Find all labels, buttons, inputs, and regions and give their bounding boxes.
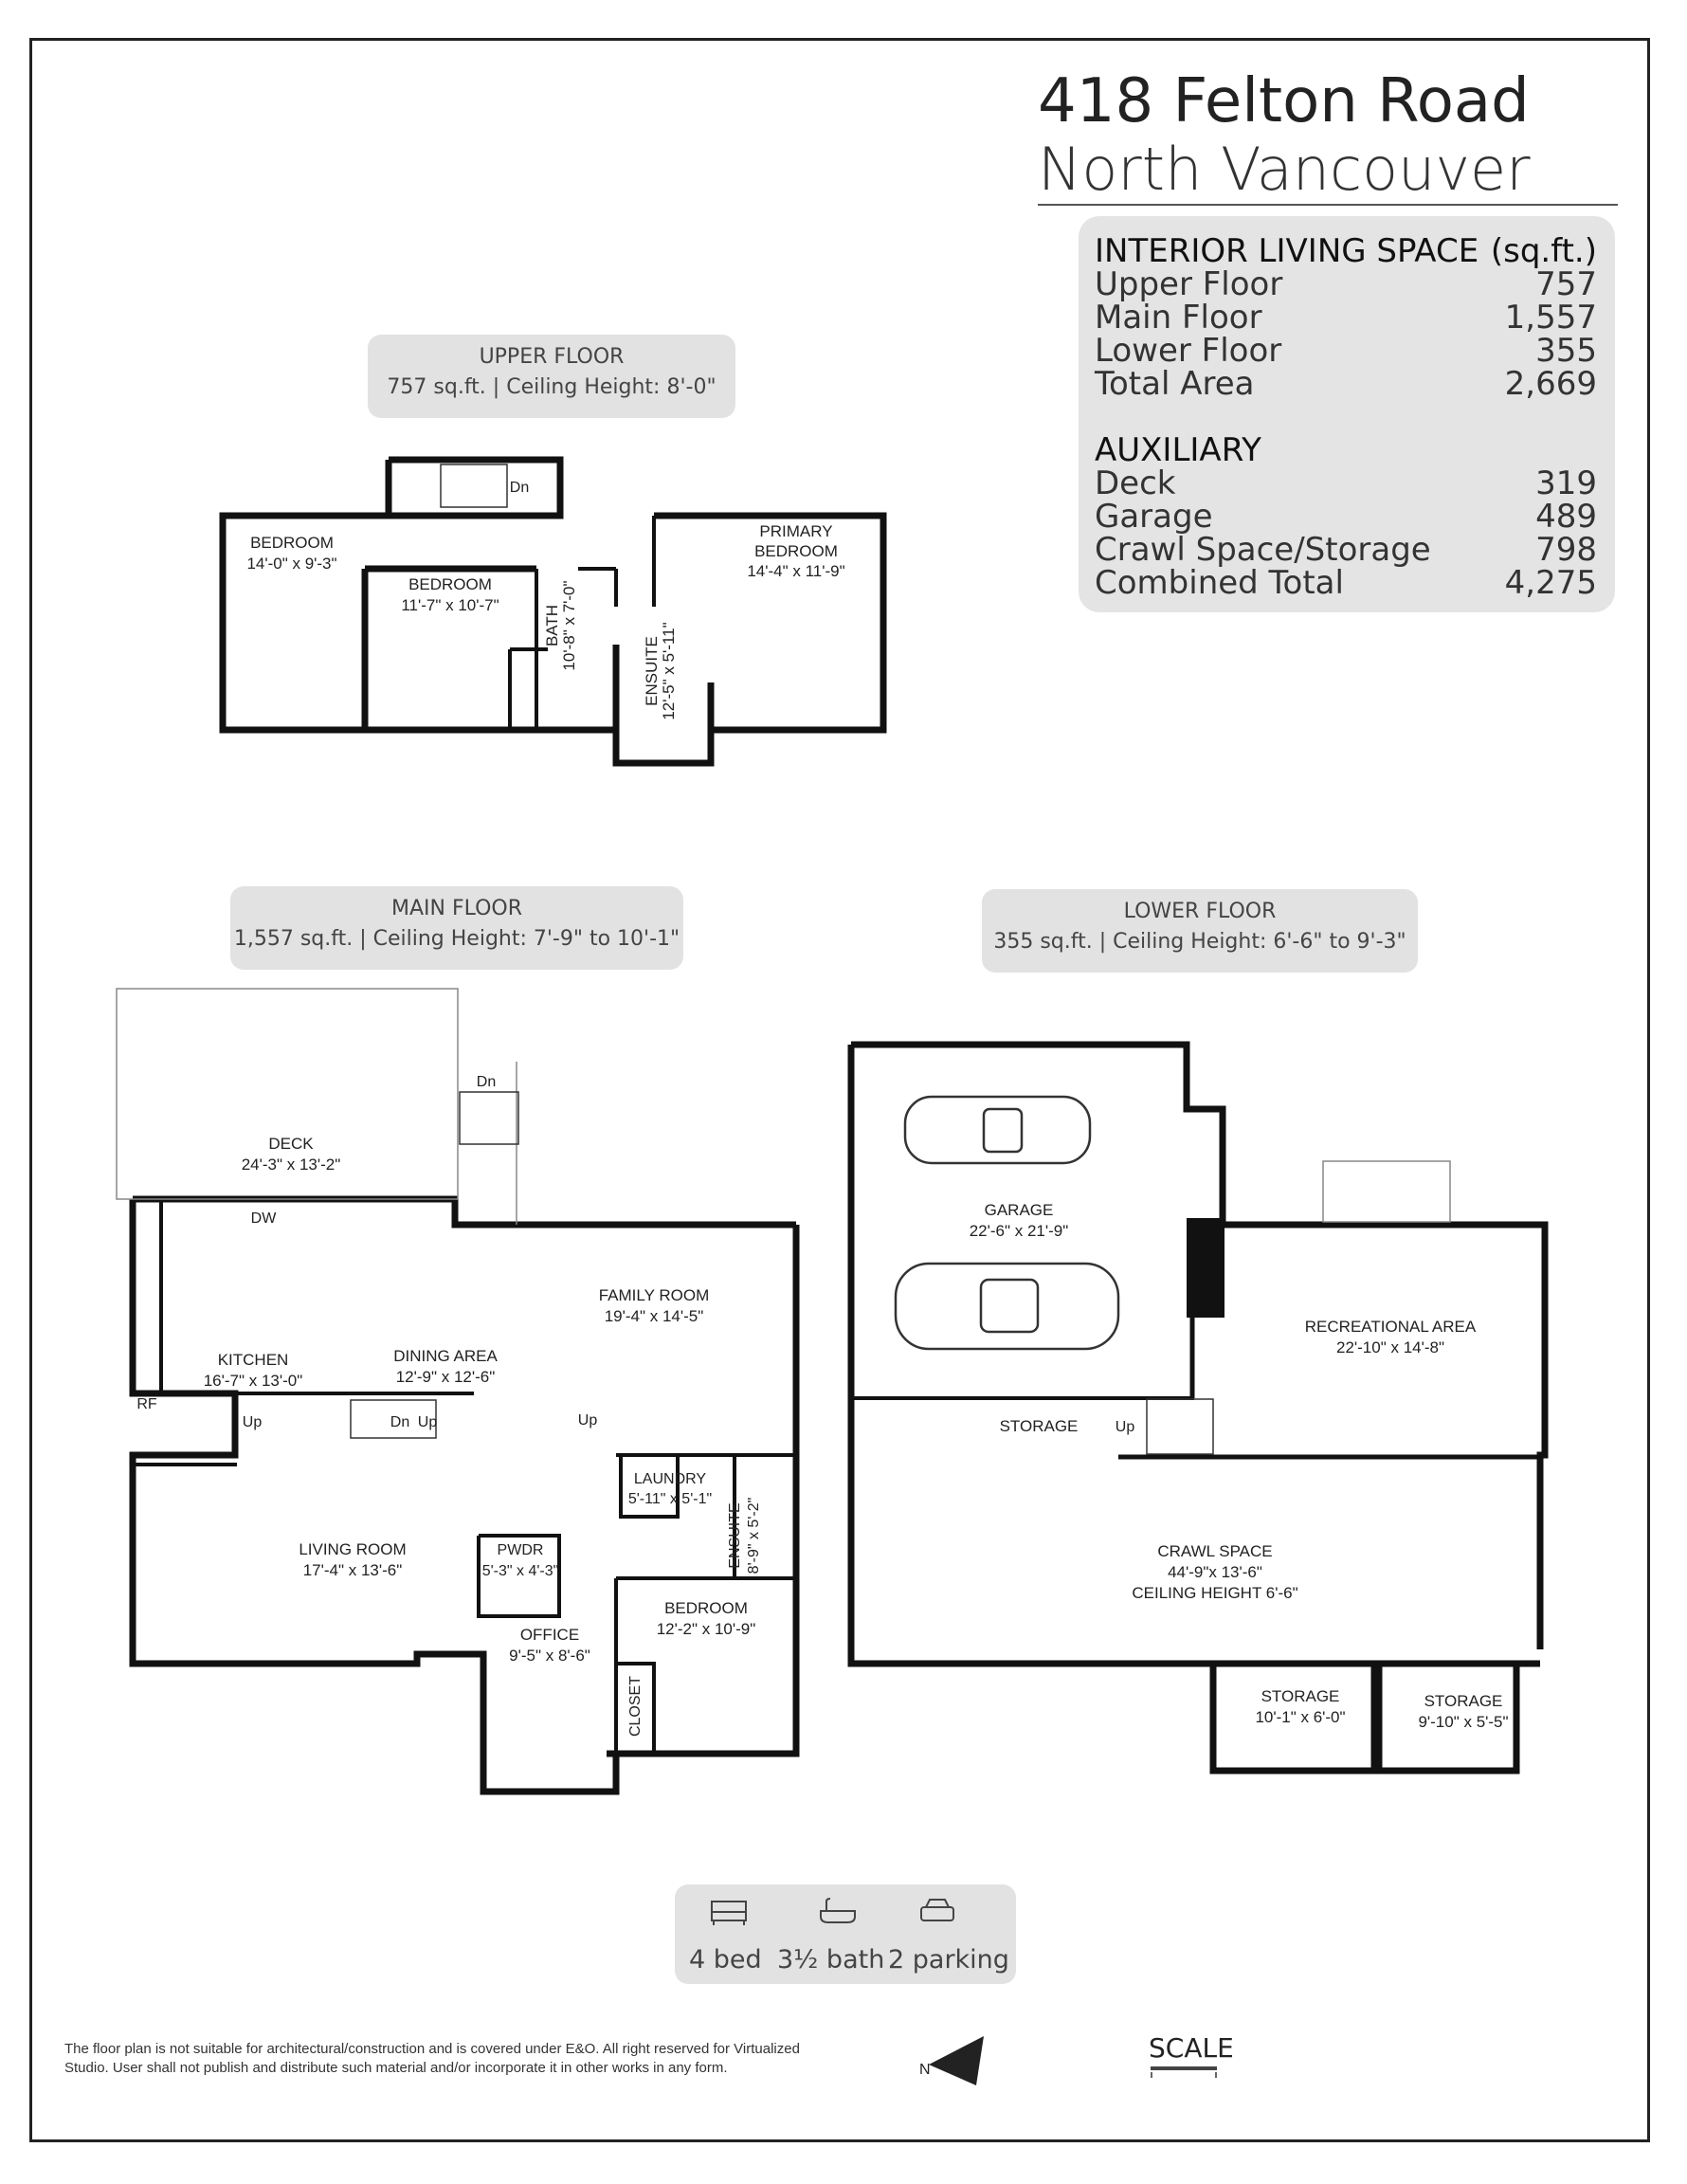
stair-down-label: Dn	[509, 480, 530, 496]
units-label: (sq.ft.)	[1490, 232, 1597, 270]
bed-icon	[708, 1896, 750, 1928]
area-row-label: Total Area	[1095, 365, 1255, 403]
area-row-label: Lower Floor	[1095, 332, 1282, 370]
room-label: PRIMARY	[759, 522, 833, 540]
bedroom-count: 4 bed	[689, 1945, 762, 1975]
room-dims: 12'-9" x 12'-6"	[395, 1368, 496, 1386]
room-label: BEDROOM	[664, 1599, 748, 1617]
room-label: BATH	[543, 604, 561, 647]
room-dims: 19'-4" x 14'-5"	[604, 1307, 704, 1325]
room-label: LAUNDRY	[633, 1471, 707, 1487]
room-dims: 16'-7" x 13'-0"	[203, 1372, 303, 1390]
room-label: ENSUITE	[643, 636, 661, 706]
main-floor-title: MAIN FLOOR	[390, 897, 522, 920]
car-icon	[916, 1896, 958, 1928]
room-dims: 8'-9" x 5'-2"	[746, 1497, 762, 1574]
room-label: GARAGE	[984, 1201, 1054, 1219]
area-row-label: Upper Floor	[1095, 265, 1283, 303]
room-dims: 22'-10" x 14'-8"	[1335, 1338, 1445, 1356]
property-street: 418 Felton Road	[1038, 66, 1530, 136]
area-row-label: Deck	[1095, 464, 1176, 502]
room-dims: 11'-7" x 10'-7"	[401, 596, 499, 614]
upper-floor-info: 757 sq.ft. | Ceiling Height: 8'-0"	[387, 375, 717, 399]
room-dims: 44'-9"x 13'-6"	[1168, 1563, 1262, 1581]
room-dims: 24'-3" x 13'-2"	[241, 1156, 341, 1174]
room-dims: 10'-8" x 7'-0"	[560, 580, 578, 671]
stair-down-label: Dn	[476, 1074, 497, 1090]
room-dims: 17'-4" x 13'-6"	[302, 1561, 403, 1579]
room-label: KITCHEN	[217, 1351, 289, 1369]
area-row-label: Main Floor	[1095, 299, 1262, 337]
area-row-value: 757	[1535, 265, 1597, 303]
room-label: RECREATIONAL AREA	[1304, 1318, 1477, 1336]
room-label: CEILING HEIGHT 6'-6"	[1132, 1584, 1298, 1602]
room-dims: 14'-4" x 11'-9"	[747, 562, 845, 580]
fridge-label: RF	[136, 1396, 157, 1412]
area-row-value: 2,669	[1504, 365, 1597, 403]
room-label: DINING AREA	[393, 1347, 498, 1365]
room-dims: 5'-3" x 4'-3"	[481, 1563, 559, 1579]
room-label: STORAGE	[1261, 1687, 1340, 1705]
room-label: OFFICE	[519, 1626, 580, 1644]
area-row-value: 319	[1535, 464, 1597, 502]
room-dims: 14'-0" x 9'-3"	[246, 555, 337, 573]
area-row-label: Combined Total	[1095, 564, 1344, 602]
upper-floor-title: UPPER FLOOR	[479, 345, 625, 369]
room-label: BEDROOM	[408, 575, 492, 593]
auxiliary-heading: AUXILIARY	[1095, 431, 1261, 469]
room-label: ENSUITE	[727, 1502, 743, 1569]
parking-count: 2 parking	[888, 1945, 1009, 1975]
room-label: CRAWL SPACE	[1157, 1542, 1273, 1560]
scale-ticks	[1151, 2072, 1217, 2078]
room-label: STORAGE	[999, 1417, 1079, 1435]
room-label: LIVING ROOM	[299, 1540, 407, 1558]
main-floor-info: 1,557 sq.ft. | Ceiling Height: 7'-9" to 10'-1"	[233, 927, 680, 951]
interior-heading: INTERIOR LIVING SPACE	[1095, 232, 1479, 270]
room-dims: 10'-1" x 6'-0"	[1255, 1708, 1346, 1726]
lower-floor-info: 355 sq.ft. | Ceiling Height: 6'-6" to 9'-3"	[993, 930, 1406, 954]
lower-floor-column	[1187, 1218, 1224, 1318]
room-label: DECK	[268, 1135, 314, 1153]
area-row-value: 1,557	[1504, 299, 1597, 337]
disclaimer-text: The floor plan is not suitable for architectural/construction and is covered under E&O. All right reserved for Virtualized Studio. User shall not publish and distribute such material and/or incorporate it in other works in any form.	[64, 2041, 800, 2076]
stair-up-label: Up	[1115, 1419, 1135, 1435]
scale-label: SCALE	[1149, 2032, 1234, 2064]
lower-floor-title: LOWER FLOOR	[1123, 900, 1277, 923]
room-label: CLOSET	[627, 1675, 644, 1738]
area-row-value: 798	[1535, 531, 1597, 569]
area-row-label: Garage	[1095, 498, 1213, 536]
stair-up-label: Up	[242, 1414, 263, 1430]
room-dims: 12'-2" x 10'-9"	[656, 1620, 756, 1638]
compass-icon	[919, 2036, 984, 2085]
property-city: North Vancouver	[1038, 135, 1531, 204]
svg-text:N: N	[919, 2062, 931, 2078]
room-labels	[204, 522, 1509, 1737]
area-row-value: 489	[1535, 498, 1597, 536]
dishwasher-label: DW	[250, 1210, 277, 1227]
area-row-label: Crawl Space/Storage	[1095, 531, 1431, 569]
room-label: BEDROOM	[754, 542, 838, 560]
bathroom-count: 3½ bath	[777, 1945, 885, 1975]
area-row-value: 4,275	[1504, 564, 1597, 602]
room-label: PWDR	[497, 1542, 544, 1558]
area-row-value: 355	[1535, 332, 1597, 370]
room-dims: 5'-11" x 5'-1"	[627, 1491, 713, 1507]
room-label: BEDROOM	[250, 534, 334, 552]
room-dims: 9'-10" x 5'-5"	[1418, 1713, 1509, 1731]
room-dims: 22'-6" x 21'-9"	[969, 1222, 1069, 1240]
stair-up-label: Up	[577, 1412, 598, 1429]
room-dims: 9'-5" x 8'-6"	[509, 1647, 590, 1665]
stair-down-label: Dn	[390, 1414, 410, 1430]
room-label: FAMILY ROOM	[598, 1286, 710, 1304]
scale-bar	[1151, 2066, 1217, 2070]
stair-up-label: Up	[417, 1414, 438, 1430]
bath-icon	[817, 1896, 859, 1928]
room-label: STORAGE	[1424, 1692, 1503, 1710]
room-dims: 12'-5" x 5'-11"	[660, 622, 678, 720]
lower-floor-plan	[851, 1045, 1545, 1771]
